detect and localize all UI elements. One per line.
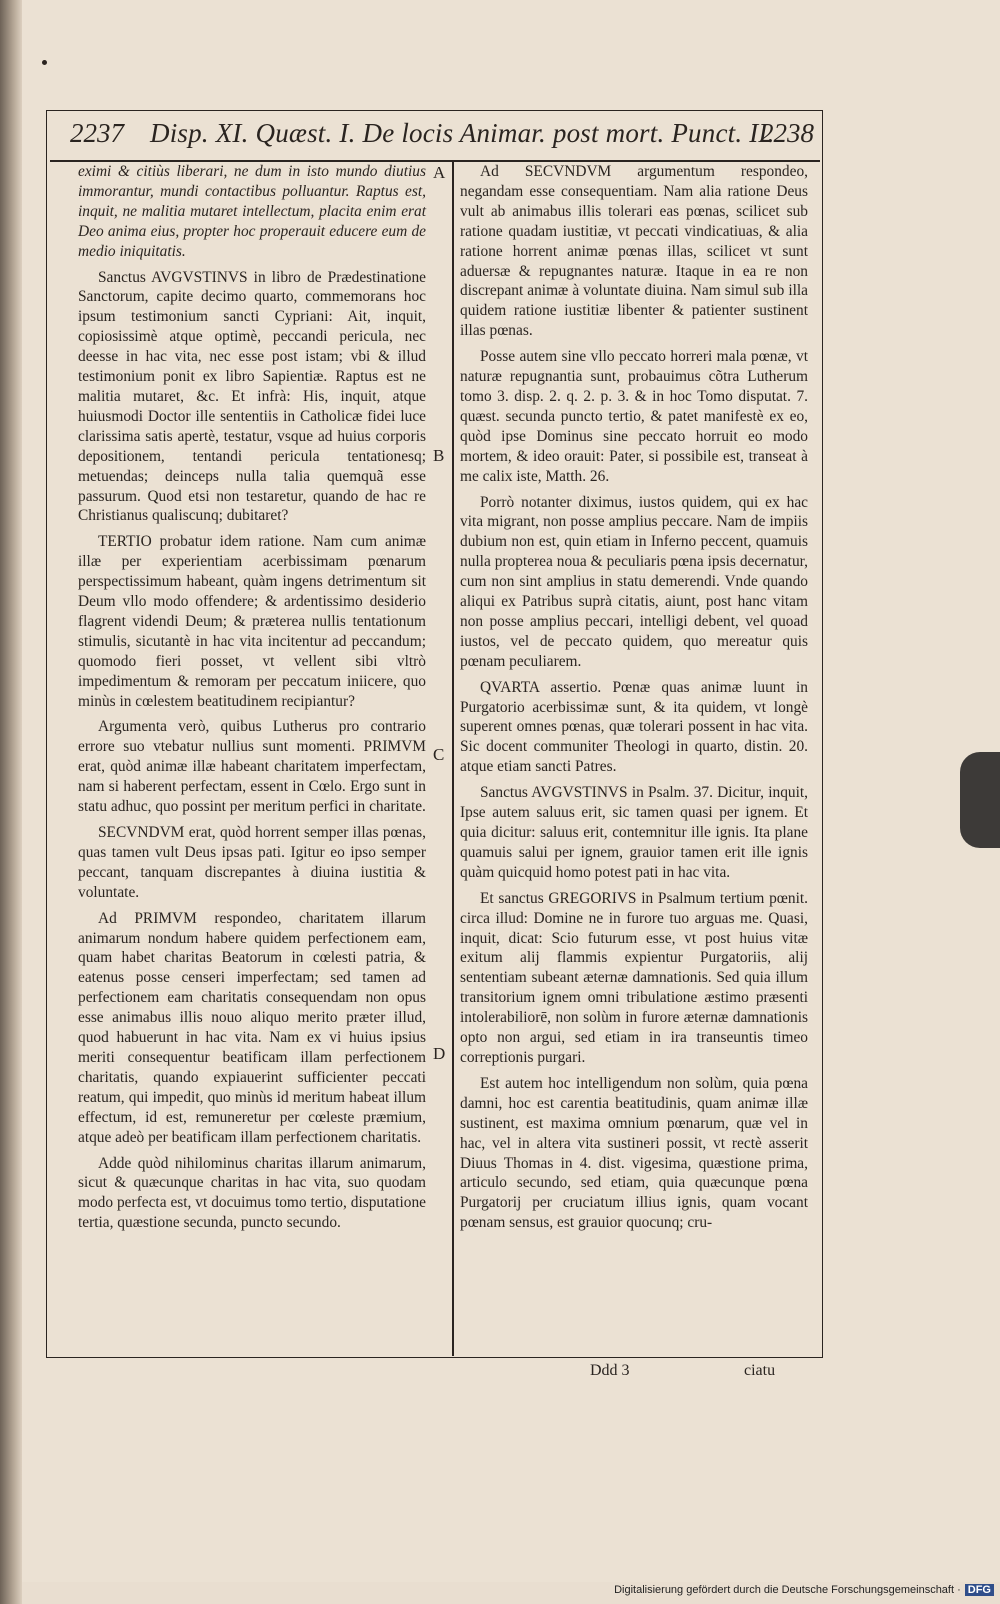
running-title: Disp. XI. Quæst. I. De locis Animar. post mort. Punct. II. — [150, 118, 775, 148]
margin-letter-c: C — [433, 745, 445, 764]
paragraph: Posse autem sine vllo peccato horreri mala pœnæ, vt naturæ repugnantia sunt, probauimus cõtra Lutherum tomo 3. disp. 2. q. 2. p. 3. & in hoc Tomo disputat. 7. quæst. secunda puncto tertio, & patet manifestè ex eo, quòd ipse Dominus sine peccato horruit eo modo mortem, & ideo orauit: Pater, si possibile est, transeat à me calix iste, Matth. 26. — [460, 348, 808, 485]
paragraph: Porrò notanter diximus, iustos quidem, qui ex hac vita migrant, non posse amplius peccare. Nam de impiis dubium non est, quin etiam in Inferno peccent, quamuis nulla propterea noua & peculiaris pœna ipsis decernatur, cum non sint amplius in statu demerendi. Vnde quando aliqui ex Patribus suprà citatis, aiunt, post hanc vitam non posse amplius peccari, intelligi debent, vel quoad iustos, vel de peccato quidem, quo mereatur quis pœnam peculiarem. — [460, 493, 808, 670]
catchword: ciatu — [744, 1362, 776, 1379]
paragraph: Et sanctus GREGORIVS in Psalmum tertium pœnit. circa illud: Domine ne in furore tuo arguas me. Quasi, inquit, dicat: Scio futurum esse, vt post huius vitæ exitum alij flammis expientur Purgatoriis, alij sententiam subeant æternæ damnationis. Sed quia illum transitorium ignem omni tribulatione æstimo præsenti intolerabiliorē, non solùm in furore æternæ damnationis opto non argui, sed etiam in ira transeuntis timeo correptionis purgari. — [460, 889, 808, 1066]
paragraph: Est autem hoc intelligendum non solùm, quia pœna damni, hoc est carentia beatitudinis, quam animæ illæ sustinent, est maxima omnium pœnarum, quæ vel in hac, vel in altera vita sustineri possit, vt rectè asserit Diuus Thomas in 4. dist. vigesima, quæstione prima, articulo secundo, sed etiam, quia quæcunque pœna Purgatorij per cruciatum illius ignis, quam vocant pœnam sensus, est grauior quocunq; cru- — [460, 1074, 808, 1232]
signature-mark: Ddd 3 — [590, 1362, 630, 1379]
page-number-right: 2238 — [760, 118, 814, 148]
paragraph: TERTIO probatur idem ratione. Nam cum animæ illæ per experientiam acerbissimam pœnarum perspectissimum habeant, quàm ingens detrimentum sit Deum vllo modo offendere; & ardentissimo desiderio flagrent videndi Deum; & præterea nullis tentationum stimulis, sicutantè in hac vita incitentur ad peccandum; quomodo fieri posset, vt vellent sibi vltrò impedimentum & remoram per peccatum iniicere, quo minùs in cœlestem beatitudinem recipiantur? — [78, 533, 426, 710]
page-number-left: 2237 — [70, 118, 124, 148]
paragraph: Sanctus AVGVSTINVS in libro de Prædestinatione Sanctorum, capite decimo quarto, commemorans hoc ipsum testimonium sancti Cypriani: Ait, inquit, copiosissimè atque optimè, peccandi pericula, nec deesse in hac vita, nec esse post istam; vbi & illud testimonium ponit ex libro Sapientiæ. Raptus est ne malitia mutaret, &c. Et infrà: His, inquit, atque huiusmodi Doctor ille sententiis in Catholicæ fidei luce clarissima satis apertè, testatur, vsque ad huius corporis depositionem, tentandi pericula tentationesq; metuendas; deinceps nulla talia quemquã esse passurum. Quod etsi non testaretur, quando de hac re Christianus qualiscunq; dubitaret? — [78, 268, 426, 525]
column-divider — [452, 161, 454, 1356]
paragraph: QVARTA assertio. Pœnæ quas animæ luunt in Purgatorio acerbissimæ sunt, & ita quidem, vt longè superent omnes pœnas, quæ tolerari possent in hac vita. Sic docent communiter Theologi in quarto, distin. 20. atque etiam sancti Patres. — [460, 678, 808, 776]
margin-letter-b: B — [433, 446, 445, 465]
left-column — [78, 162, 426, 1239]
page-clip — [960, 752, 1000, 848]
digitization-credit — [614, 1584, 994, 1596]
margin-letter-a: A — [433, 163, 446, 182]
book-spine — [0, 0, 22, 1604]
paragraph: Argumenta verò, quibus Lutherus pro contrario errore suo vtebatur nullius sunt momenti. PRIMVM erat, quòd animæ illæ habeant charitatem imperfectam, nam si haberent perfectam, essent in Cœlo. Ergo sunt in statu adhuc, quo possint per meritum perfici in charitate. — [78, 718, 426, 816]
paragraph: Adde quòd nihilominus charitas illarum animarum, sicut & quæcunque charitas in hac vita, suo quodam modo perfecta est, vt docuimus tomo tertio, disputatione tertia, quæstione secunda, puncto secundo. — [78, 1154, 426, 1232]
ink-speck — [42, 60, 47, 65]
paragraph: eximi & citiùs liberari, ne dum in isto mundo diutius immorantur, mundi contactibus polluantur. Raptus est, inquit, ne malitia mutaret intellectum, placita enim erat Deo anima eius, propter hoc properauit educere eum de medio iniquitatis. — [78, 163, 426, 260]
paragraph: SECVNDVM erat, quòd horrent semper illas pœnas, quas tamen vult Deus ipsas pati. Igitur eo ipso semper peccant, tanquam discrepantes à diuina iustitia & voluntate. — [78, 824, 426, 901]
margin-letter-d: D — [433, 1044, 446, 1063]
right-column — [460, 162, 808, 1239]
dfg-logo: DFG — [965, 1584, 994, 1596]
paragraph: Sanctus AVGVSTINVS in Psalm. 37. Dicitur, inquit, Ipse autem saluus erit, sic tamen quasi per ignem. Et quia dicitur: saluus erit, contemnitur ille ignis. Ita plane quamuis salui per ignem, grauior tamen erit ille ignis quàm quicquid homo potest pati in hac vita. — [460, 784, 808, 881]
paragraph: Ad PRIMVM respondeo, charitatem illarum animarum nondum habere quidem perfectionem eam, quam habet charitas Beatorum in cœlesti patria, & eatenus posse censeri imperfectam; sed tamen ad perfectionem eam charitatis consequendam non opus esse animabus illis nouo aliquo merito præter illud, quod habuerunt in hac vita. Nam ex vi huius ipsius meriti consequentur beatificam illam perfectionem charitatis, quando expiauerint sufficienter peccati reatum, qui impedit, quo minùs id meritum habeat illum effectum, id est, remuneretur per cœleste præmium, atque adeò per beatificam illam perfectionem charitatis. — [78, 909, 426, 1146]
running-header — [50, 118, 820, 158]
credit-text: Digitalisierung gefördert durch die Deutsche Forschungsgemeinschaft · — [614, 1584, 961, 1596]
paragraph: Ad SECVNDVM argumentum respondeo, negandam esse consequentiam. Nam alia ratione Deus vult ab animabus illis tolerari eas pœnas, scilicet sub ratione quadam iustitiæ, vt peccati vindicatiuas, & alia ratione horrent animæ pœnas illas, scilicet vt sunt aduersæ & repugnantes naturæ. Itaque in ea re non discrepant animæ à voluntate diuina. Nam simul sub illa quidem ratione iustitiæ libenter & patienter sustinent illas pœnas. — [460, 163, 808, 340]
